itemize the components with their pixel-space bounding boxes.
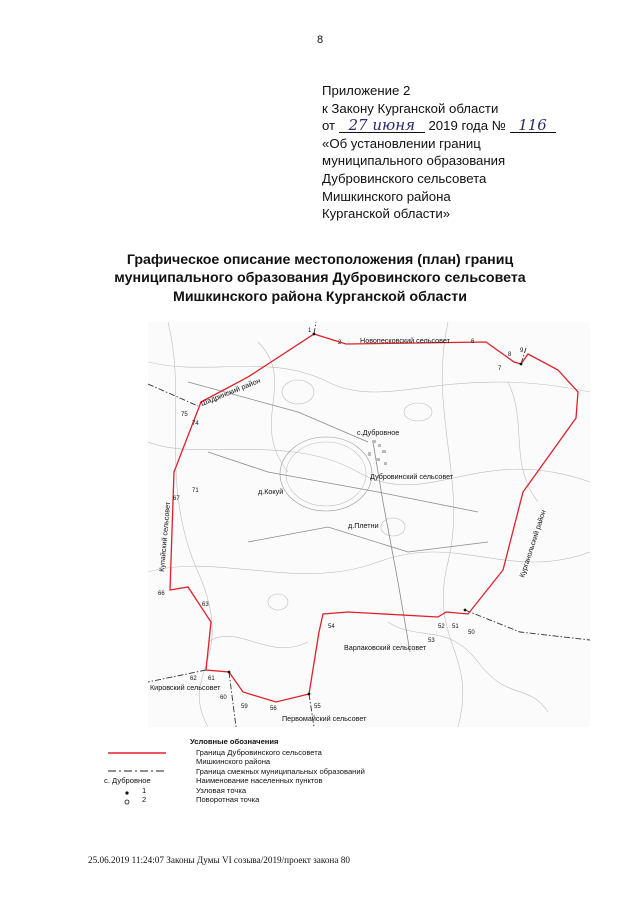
point-label: 56: [270, 706, 277, 712]
label-dubrovnoe: с.Дубровное: [357, 428, 400, 437]
appendix-date-line: [322, 117, 622, 135]
label-kurtamyshsky: Курганольский район: [517, 508, 548, 579]
label-kirovsky: Кировский сельсовет: [150, 683, 221, 692]
point-label: 60: [220, 695, 227, 701]
legend-turn-desc: Поворотная точка: [196, 795, 260, 804]
label-kokuy: д.Кокуй: [258, 487, 284, 496]
legend-boundary-swatch: [108, 748, 168, 758]
label-kupaysky: Купайский сельсовет: [157, 501, 173, 573]
point-label: 62: [190, 676, 197, 682]
appendix-block: [322, 82, 622, 223]
appendix-line2: к Закону Курганской области: [322, 100, 499, 116]
legend-turn-num: 2: [142, 795, 147, 804]
point-label: 55: [314, 704, 321, 710]
legend-title: Условные обозначения: [190, 737, 279, 746]
point-label: 52: [438, 624, 445, 630]
date-suffix: 2019 года №: [428, 118, 506, 134]
point-label: 51: [452, 624, 459, 630]
point-label: 61: [208, 676, 215, 682]
point-label: 54: [328, 624, 335, 630]
main-title-line: муниципального образования Дубровинского сельсовета: [114, 270, 526, 287]
label-shadrinsky: Шадринский район: [199, 375, 262, 408]
appendix-line1: Приложение 2: [322, 83, 411, 98]
legend-boundary-line2: Мишкинского района: [196, 757, 271, 766]
point-label: 59: [241, 704, 248, 710]
appendix-title-line: Курганской области»: [322, 206, 451, 222]
label-novopeskovsky: Новопесковский сельсовет: [360, 336, 450, 345]
label-dubrovinsky: Дубровинский сельсовет: [370, 472, 454, 481]
date-prefix: от: [322, 118, 336, 134]
legend-settlement-sample: с. Дубровное: [104, 776, 151, 785]
point-label: 71: [192, 488, 199, 494]
turn-point-icon: [122, 797, 132, 807]
label-varlakovsky: Варлаковский сельсовет: [344, 643, 427, 652]
handwritten-law-number: 116: [510, 118, 556, 133]
legend-node-desc: Узловая точка: [196, 786, 247, 795]
legend-adjacent-swatch: [108, 766, 168, 776]
footer-stamp: 25.06.2019 11:24:07 Законы Думы VI созыва/2019/проект закона 80: [88, 855, 350, 865]
main-title-line: Графическое описание местоположения (план) границ: [126, 252, 514, 268]
point-label: 8: [508, 352, 512, 358]
point-label: 74: [192, 421, 199, 427]
appendix-title-line: муниципального образования: [322, 153, 506, 169]
label-pervomaysky: Первомайский сельсовет: [282, 714, 367, 723]
point-label: 63: [202, 602, 209, 608]
handwritten-date: 27 июня: [339, 118, 425, 133]
appendix-title-line: Дубровинского сельсовета: [322, 170, 487, 186]
legend-adjacent: Граница смежных муниципальных образований: [196, 767, 365, 776]
point-label: 53: [428, 638, 435, 644]
boundary-map: [148, 322, 590, 727]
appendix-title-line: Мишкинского района: [322, 188, 451, 204]
legend-boundary-line1: Граница Дубровинского сельсовета: [196, 748, 322, 757]
main-title: [0, 251, 640, 306]
point-label: 66: [158, 591, 165, 597]
legend-settlement-desc: Наименование населенных пунктов: [196, 776, 323, 785]
main-title-line: Мишкинского района Курганской области: [173, 288, 467, 305]
point-label: 75: [181, 412, 188, 418]
point-label: 50: [468, 630, 475, 636]
page-number: 8: [316, 34, 324, 46]
point-label: 7: [498, 366, 502, 372]
label-pletni: д.Плетни: [348, 521, 379, 530]
point-label: 2: [338, 340, 342, 346]
point-label: 1: [308, 328, 312, 334]
legend-node-num: 1: [142, 786, 147, 795]
point-label: 67: [173, 496, 180, 502]
point-label: 6: [471, 339, 475, 345]
appendix-title-line: «Об установлении границ: [322, 135, 481, 151]
point-label: 9: [520, 348, 524, 354]
